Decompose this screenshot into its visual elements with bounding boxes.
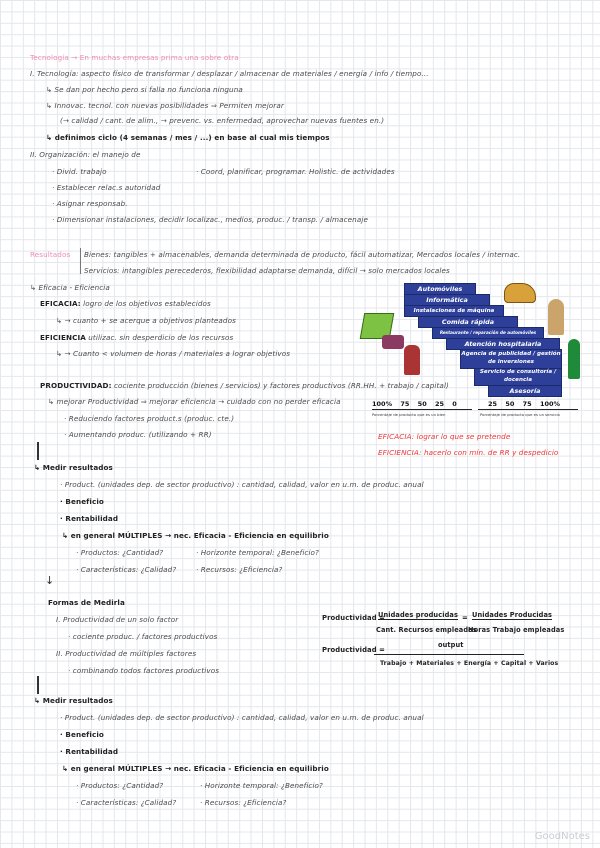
line-product-2: · Product. (unidades dep. de sector productivo) : cantidad, calidad, valor en u.m. de produc. anual <box>60 713 424 722</box>
line-aumentando: · Aumentando produc. (utilizando + RR) <box>64 430 212 439</box>
line-innovac: ↳ Innovac. tecnol. con nuevas posibilidades ⇒ Permiten mejorar <box>46 101 284 110</box>
step-instalaciones: Instalaciones de máquina <box>404 305 504 317</box>
line-servicios: Servicios: intangibles perecederos, flexibilidad adaptarse demanda, difícil → solo mercados locales <box>84 266 450 275</box>
car-clipart-icon <box>504 283 536 303</box>
line-horizonte-1: · Horizonte temporal: ¿Beneficio? <box>196 548 319 557</box>
line-rentabilidad-2: · Rentabilidad <box>60 747 119 756</box>
line-un-factor: I. Productividad de un solo factor <box>56 615 179 624</box>
line-coord: · Coord, planificar, programar. Holistic. de actividades <box>196 167 395 176</box>
formula-1-numerator: Unidades producidas <box>378 611 458 619</box>
formula-2-label: Productividad = <box>322 646 385 654</box>
line-productos-2: · Productos: ¿Cantidad? <box>76 781 164 790</box>
step-hospitalaria: Atención hospitalaria <box>446 338 560 350</box>
mechanic-clipart-icon <box>404 345 420 375</box>
line-multiples: II. Productividad de múltiples factores <box>56 649 197 658</box>
line-cuanto-menos: ↳ → Cuanto < volumen de horas / materiales a lograr objetivos <box>56 349 291 358</box>
businessman-clipart-icon <box>568 339 580 379</box>
line-medir-2: ↳ Medir resultados <box>34 696 113 705</box>
line-se-dan: ↳ Se dan por hecho pero si falla no funciona ninguna <box>46 85 243 94</box>
line-product-1: · Product. (unidades dep. de sector productivo) : cantidad, calidad, valor en u.m. de produc. anual <box>60 480 424 489</box>
figure-axis: 100% 75 50 25 0 25 50 75 100% Porcentaje de producto que es un bien Porcentaje de producto que es un servicio <box>372 400 582 422</box>
step-automoviles: Automóviles <box>404 283 476 295</box>
doctor-clipart-icon <box>548 299 564 335</box>
figure-caption-services: Porcentaje de producto que es un servicio <box>480 412 560 417</box>
line-general-2: ↳ en general MÚLTIPLES → nec. Eficacia - Eficiencia en equilibrio <box>62 764 329 773</box>
line-asignar: · Asignar responsab. <box>52 199 128 208</box>
line-rentabilidad-1: · Rentabilidad <box>60 514 119 523</box>
line-productos-1: · Productos: ¿Cantidad? <box>76 548 164 557</box>
line-productividad: PRODUCTIVIDAD: cociente producción (bienes / servicios) y factores productivos (RR.HH. + trabajo / capital) <box>40 381 449 390</box>
line-calidad: (→ calidad / cant. de alim., → prevenc. vs. enfermedad, aprovechar nuevas fuentes en.) <box>60 116 385 125</box>
figure-caption-goods: Porcentaje de producto que es un bien <box>372 412 446 417</box>
formula-1-denominator: Cant. Recursos empleados <box>376 626 477 634</box>
line-bienes: Bienes: tangibles + almacenables, demanda determinada de producto, fácil automatizar, Mercados locales / internac. <box>84 250 521 259</box>
line-formas: Formas de Medirla <box>48 598 125 607</box>
formula-1-numerator-2: Unidades Producidas <box>472 611 553 619</box>
line-eficacia-eficiencia: ↳ Eficacia - Eficiencia <box>30 283 110 292</box>
line-caract-2: · Características: ¿Calidad? <box>76 798 177 807</box>
line-reduciendo: · Reduciendo factores product.s (produc. cte.) <box>64 414 235 423</box>
line-eficiencia: EFICIENCIA utilizac. sin desperdicio de los recursos <box>40 333 234 342</box>
step-publicidad: Agencia de publicidad / gestión de inversiones <box>460 349 562 369</box>
step-asesoria: Asesoría <box>488 385 562 397</box>
line-mejorar: ↳ mejorar Productividad ⇒ mejorar eficiencia → cuidado con no perder eficacia <box>48 397 341 406</box>
formula-1-denominator-2: Horas Trabajo empleadas <box>468 626 565 634</box>
line-general-1: ↳ en general MÚLTIPLES → nec. Eficacia - Eficiencia en equilibrio <box>62 531 329 540</box>
line-dimensionar: · Dimensionar instalaciones, decidir localizac., medios, produc. / transp. / almacenaje <box>52 215 368 224</box>
goods-services-figure <box>360 283 582 413</box>
line-cociente: · cociente produc. / factores productivos <box>68 632 218 641</box>
def-eficacia: EFICACIA: lograr lo que se pretende <box>378 432 511 441</box>
line-definimos: ↳ definimos ciclo (4 semanas / mes / ...) en base al cual mis tiempos <box>46 133 330 142</box>
line-recursos-2: · Recursos: ¿Eficiencia? <box>200 798 287 807</box>
label-resultados: Resultados <box>30 250 71 259</box>
brace <box>80 248 81 274</box>
step-informatica: Informática <box>404 294 490 306</box>
line-establecer: · Establecer relac.s autoridad <box>52 183 161 192</box>
formula-2-denominator: Trabajo + Materiales + Energía + Capital + Varios <box>380 660 559 667</box>
def-eficiencia: EFICIENCIA: hacerlo con mín. de RR y despedicio <box>378 448 559 457</box>
line-medir-1: ↳ Medir resultados <box>34 463 113 472</box>
step-comida: Comida rápida <box>418 316 518 328</box>
line-caract-1: · Características: ¿Calidad? <box>76 565 177 574</box>
line-beneficio-1: · Beneficio <box>60 497 104 506</box>
line-beneficio-2: · Beneficio <box>60 730 104 739</box>
line-recursos-1: · Recursos: ¿Eficiencia? <box>196 565 283 574</box>
watermark: GoodNotes <box>534 831 590 842</box>
line-divid: · Divid. trabajo <box>52 167 107 176</box>
line-tecnologia: I. Tecnología: aspecto físico de transformar / desplazar / almacenar de materiales / energía / info / tiempo... <box>30 69 429 78</box>
step-restaurante: Restaurante / reparación de automóviles <box>432 327 544 339</box>
line-combinando: · combinando todos factores productivos <box>68 666 220 675</box>
formula-1-label: Productividad = <box>322 614 385 622</box>
step-consultoria: Servicio de consultoría / docencia <box>474 368 562 386</box>
line-horizonte-2: · Horizonte temporal: ¿Beneficio? <box>200 781 323 790</box>
tractor-clipart-icon <box>382 335 404 349</box>
line-organizacion: II. Organización: el manejo de <box>30 150 141 159</box>
line-title: Tecnología → En muchas empresas prima una sobre otra <box>30 53 239 62</box>
line-cuanto-mas: ↳ → cuanto + se acerque a objetivos planteados <box>56 316 236 325</box>
line-eficacia: EFICACIA: logro de los objetivos establecidos <box>40 299 211 308</box>
formula-2-numerator: output <box>438 641 464 649</box>
